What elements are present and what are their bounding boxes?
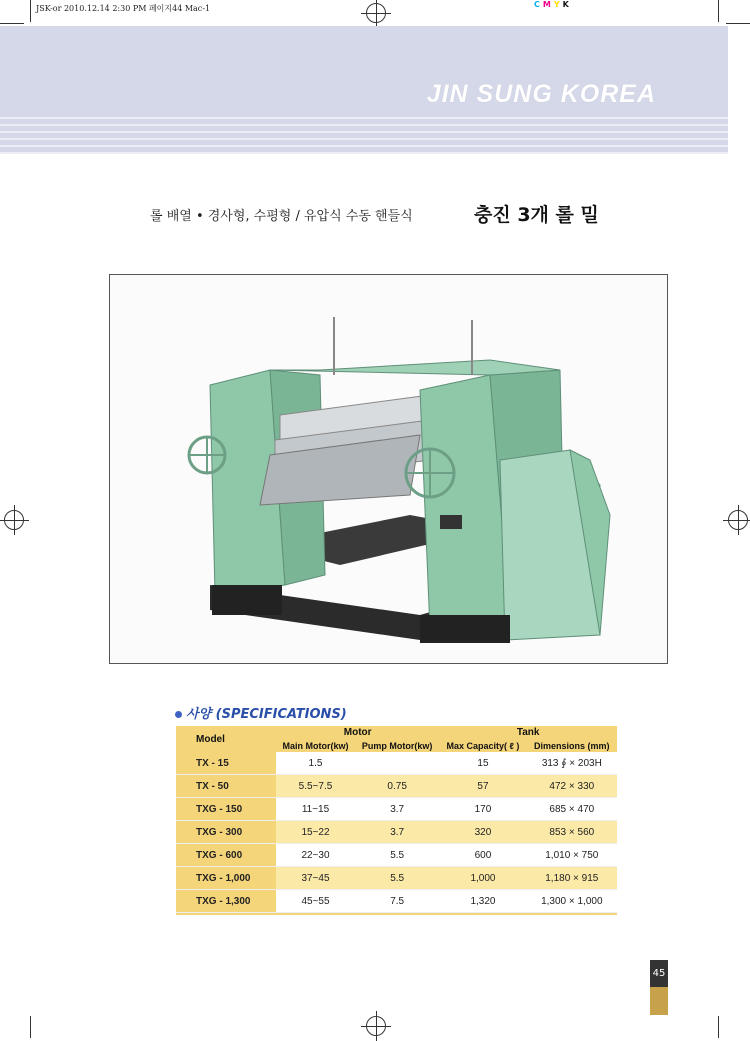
table-row [176,798,617,821]
table-footer-rule [176,913,617,916]
page-number-tab [650,960,668,1015]
cell-main-motor: 22~30 [276,844,355,867]
cmyk-marks: CMYK [534,0,572,9]
cell-pump-motor: 3.7 [355,821,439,844]
header-main-motor: Main Motor(kw) [276,739,355,752]
cell-pump-motor: 7.5 [355,890,439,913]
cell-capacity: 1,000 [439,867,526,890]
three-roll-mill-illustration [110,275,667,663]
cell-main-motor: 11~15 [276,798,355,821]
cell-pump-motor [355,752,439,775]
cell-main-motor: 1.5 [276,752,355,775]
crop-mark [30,0,31,22]
cell-dimensions: 1,010 × 750 [527,844,617,867]
cell-model: TX - 15 [176,752,276,775]
cell-main-motor: 37~45 [276,867,355,890]
cell-capacity: 57 [439,775,526,798]
registration-mark [728,510,748,530]
table-row [176,844,617,867]
cell-capacity: 320 [439,821,526,844]
header-tank: Tank [439,726,617,739]
page-number-accent [650,987,668,1015]
cell-pump-motor: 5.5 [355,867,439,890]
cell-dimensions: 472 × 330 [527,775,617,798]
cell-main-motor: 45~55 [276,890,355,913]
header-dimensions: Dimensions (mm) [527,739,617,752]
crop-mark [718,0,719,22]
header-motor: Motor [276,726,439,739]
crop-mark [718,1016,719,1038]
table-row [176,890,617,913]
cell-pump-motor: 3.7 [355,798,439,821]
cell-dimensions: 1,300 × 1,000 [527,890,617,913]
cell-capacity: 170 [439,798,526,821]
brand-logo: JIN SUNG KOREA [426,80,656,108]
header-pump-motor: Pump Motor(kw) [355,739,439,752]
cell-dimensions: 1,180 × 915 [527,867,617,890]
cell-pump-motor: 5.5 [355,844,439,867]
table-row [176,821,617,844]
table-row [176,867,617,890]
registration-mark [366,1016,386,1036]
cell-pump-motor: 0.75 [355,775,439,798]
cell-model: TX - 50 [176,775,276,798]
page-title: 충진 3개 롤 밀 [474,204,599,226]
cell-dimensions: 853 × 560 [527,821,617,844]
specifications-table [176,726,617,915]
cell-model: TXG - 600 [176,844,276,867]
page-subtitle: 롤 배열 • 경사형, 수평형 / 유압식 수동 핸들식 [150,209,413,224]
cell-model: TXG - 1,000 [176,867,276,890]
cell-capacity: 600 [439,844,526,867]
registration-mark [366,3,386,23]
crop-mark [30,1016,31,1038]
cell-dimensions: 313 ∮ × 203H [527,752,617,775]
cell-dimensions: 685 × 470 [527,798,617,821]
cell-capacity: 1,320 [439,890,526,913]
registration-mark [4,510,24,530]
table-row [176,752,617,775]
cell-main-motor: 15~22 [276,821,355,844]
product-photo [109,274,668,664]
crop-mark [726,23,750,24]
cell-model: TXG - 1,300 [176,890,276,913]
crop-mark [0,23,24,24]
print-slug: JSK-or 2010.12.14 2:30 PM 페이지44 Mac-1 [36,4,211,13]
cell-model: TXG - 150 [176,798,276,821]
table-row [176,775,617,798]
header-max-capacity: Max Capacity( ℓ ) [439,739,526,752]
header-model: Model [176,726,276,752]
cell-model: TXG - 300 [176,821,276,844]
cell-capacity: 15 [439,752,526,775]
bullet-dot-icon [175,711,182,718]
page-number: 45 [650,960,668,987]
specifications-heading: 사양 (SPECIFICATIONS) [175,703,347,722]
cell-main-motor: 5.5~7.5 [276,775,355,798]
